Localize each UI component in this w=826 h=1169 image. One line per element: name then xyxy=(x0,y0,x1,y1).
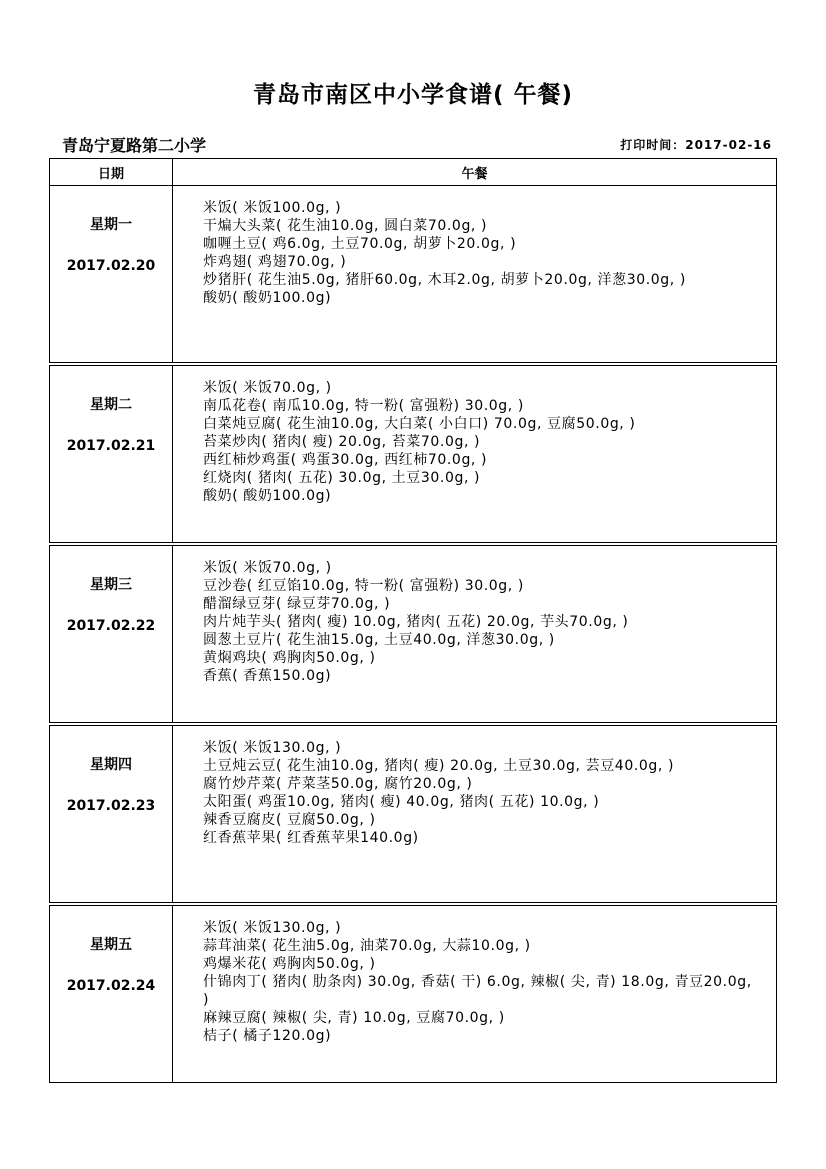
date-label: 2017.02.23 xyxy=(66,798,156,814)
meal-column-header: 午餐 xyxy=(173,159,777,186)
date-label: 2017.02.22 xyxy=(66,618,156,634)
list-item: 米饭( 米饭70.0g, ) xyxy=(203,560,332,576)
date-cell xyxy=(50,726,173,903)
list-item: 红香蕉苹果( 红香蕉苹果140.0g) xyxy=(203,830,419,846)
page-title: 青岛市南区中小学食谱( 午餐) xyxy=(252,82,574,108)
list-item: 米饭( 米饭70.0g, ) xyxy=(203,380,332,396)
list-item: 黄焖鸡块( 鸡胸肉50.0g, ) xyxy=(203,650,376,666)
date-cell xyxy=(50,186,173,363)
meal-cell xyxy=(173,546,777,723)
date-cell xyxy=(50,366,173,543)
table-row xyxy=(50,906,777,1083)
table-row xyxy=(50,726,777,903)
list-item: 什锦肉丁( 猪肉( 肋条肉) 30.0g, 香菇( 干) 6.0g, 辣椒( 尖, 青) 18.0g, 青豆20.0g, ) xyxy=(203,974,757,1008)
list-item: 南瓜花卷( 南瓜10.0g, 特一粉( 富强粉) 30.0g, ) xyxy=(203,398,524,414)
weekday-label: 星期三 xyxy=(90,577,132,593)
dish-list xyxy=(173,186,776,307)
date-cell xyxy=(50,906,173,1083)
list-item: 苔菜炒肉( 猪肉( 瘦) 20.0g, 苔菜70.0g, ) xyxy=(203,434,481,450)
table-row xyxy=(50,546,777,723)
list-item: 米饭( 米饭130.0g, ) xyxy=(203,920,342,936)
list-item: 炒猪肝( 花生油5.0g, 猪肝60.0g, 木耳2.0g, 胡萝卜20.0g, 洋葱30.0g, ) xyxy=(203,272,686,288)
list-item: 干煸大头菜( 花生油10.0g, 圆白菜70.0g, ) xyxy=(203,218,488,234)
list-item: 圆葱土豆片( 花生油15.0g, 土豆40.0g, 洋葱30.0g, ) xyxy=(203,632,555,648)
date-label: 2017.02.20 xyxy=(66,258,156,274)
list-item: 腐竹炒芹菜( 芹菜茎50.0g, 腐竹20.0g, ) xyxy=(203,776,473,792)
meal-cell xyxy=(173,726,777,903)
list-item: 酸奶( 酸奶100.0g) xyxy=(203,488,332,504)
meal-cell xyxy=(173,906,777,1083)
meal-cell xyxy=(173,366,777,543)
list-item: 西红柿炒鸡蛋( 鸡蛋30.0g, 西红柿70.0g, ) xyxy=(203,452,488,468)
dish-list xyxy=(173,726,776,847)
weekday-label: 星期五 xyxy=(90,937,132,953)
date-cell xyxy=(50,546,173,723)
list-item: 炸鸡翅( 鸡翅70.0g, ) xyxy=(203,254,347,270)
list-item: 香蕉( 香蕉150.0g) xyxy=(203,668,332,684)
menu-body xyxy=(50,186,777,1083)
list-item: 米饭( 米饭100.0g, ) xyxy=(203,200,342,216)
list-item: 蒜茸油菜( 花生油5.0g, 油菜70.0g, 大蒜10.0g, ) xyxy=(203,938,531,954)
list-item: 红烧肉( 猪肉( 五花) 30.0g, 土豆30.0g, ) xyxy=(203,470,481,486)
weekday-label: 星期一 xyxy=(90,217,132,233)
list-item: 米饭( 米饭130.0g, ) xyxy=(203,740,342,756)
list-item: 太阳蛋( 鸡蛋10.0g, 猪肉( 瘦) 40.0g, 猪肉( 五花) 10.0g, ) xyxy=(203,794,600,810)
list-item: 土豆炖云豆( 花生油10.0g, 猪肉( 瘦) 20.0g, 土豆30.0g, 芸豆40.0g, ) xyxy=(203,758,675,774)
dish-list xyxy=(173,546,776,685)
list-item: 辣香豆腐皮( 豆腐50.0g, ) xyxy=(203,812,376,828)
meal-cell xyxy=(173,186,777,363)
school-name: 青岛宁夏路第二小学 xyxy=(62,136,207,155)
list-item: 麻辣豆腐( 辣椒( 尖, 青) 10.0g, 豆腐70.0g, ) xyxy=(203,1010,505,1026)
list-item: 醋溜绿豆芽( 绿豆芽70.0g, ) xyxy=(203,596,391,612)
table-header-row xyxy=(50,159,777,186)
dish-list xyxy=(173,366,776,505)
date-column-header: 日期 xyxy=(50,159,173,186)
weekday-label: 星期四 xyxy=(90,757,132,773)
date-label: 2017.02.24 xyxy=(66,978,156,994)
list-item: 白菜炖豆腐( 花生油10.0g, 大白菜( 小白口) 70.0g, 豆腐50.0g, ) xyxy=(203,416,636,432)
list-item: 豆沙卷( 红豆馅10.0g, 特一粉( 富强粉) 30.0g, ) xyxy=(203,578,524,594)
list-item: 肉片炖芋头( 猪肉( 瘦) 10.0g, 猪肉( 五花) 20.0g, 芋头70.0g, ) xyxy=(203,614,629,630)
print-time: 打印时间：2017-02-16 xyxy=(620,138,772,152)
list-item: 咖喱土豆( 鸡6.0g, 土豆70.0g, 胡萝卜20.0g, ) xyxy=(203,236,517,252)
weekday-label: 星期二 xyxy=(90,397,132,413)
list-item: 鸡爆米花( 鸡胸肉50.0g, ) xyxy=(203,956,376,972)
date-label: 2017.02.21 xyxy=(66,438,156,454)
dish-list xyxy=(173,906,776,1045)
list-item: 酸奶( 酸奶100.0g) xyxy=(203,290,332,306)
list-item: 桔子( 橘子120.0g) xyxy=(203,1028,332,1044)
table-row xyxy=(50,366,777,543)
menu-table xyxy=(49,158,777,1083)
table-row xyxy=(50,186,777,363)
